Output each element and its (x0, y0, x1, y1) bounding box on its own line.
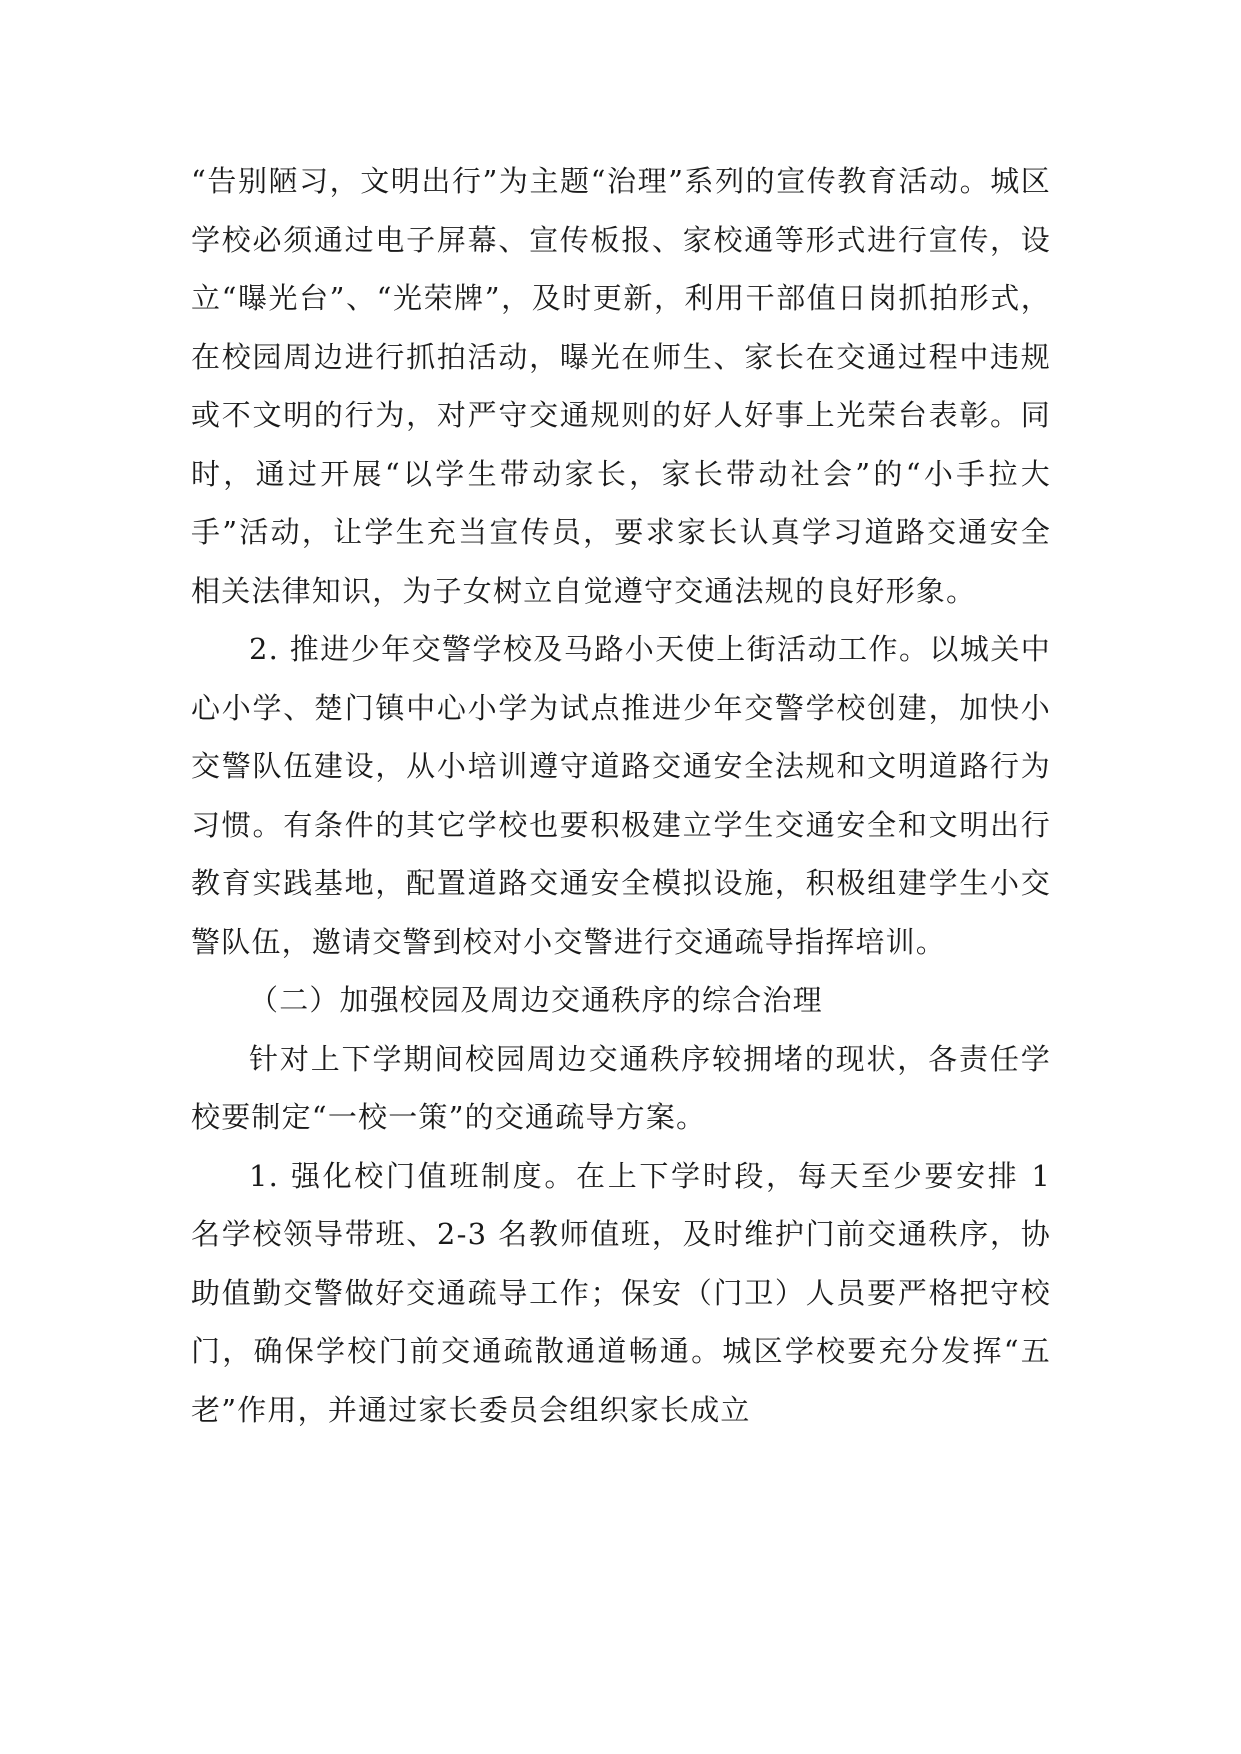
paragraph-publicity-activities: “告别陋习，文明出行”为主题“治理”系列的宣传教育活动。城区学校必须通过电子屏幕、宣传板报、家校通等形式进行宣传，设立“曝光台”、“光荣牌”，及时更新，利用干部值日岗抓拍形式，在校园周边进行抓拍活动，曝光在师生、家长在交通过程中违规或不文明的行为，对严守交通规则的好人好事上光荣台表彰。同时，通过开展“以学生带动家长，家长带动社会”的“小手拉大手”活动，让学生充当宣传员，要求家长认真学习道路交通安全相关法律知识，为子女树立自觉遵守交通法规的良好形象。 (191, 164, 1051, 608)
section-heading-traffic-order: （二）加强校园及周边交通秩序的综合治理 (249, 983, 823, 1017)
paragraph-one-school-one-plan: 针对上下学期间校园周边交通秩序较拥堵的现状，各责任学校要制定“一校一策”的交通疏导方案。 (191, 1041, 1051, 1134)
paragraph-gate-duty-system: 1. 强化校门值班制度。在上下学时段，每天至少要安排 1 名学校领导带班、2-3 名教师值班，及时维护门前交通秩序，协助值勤交警做好交通疏导工作；保安（门卫）人员要严格把守校门，确保学校门前交通疏散通道畅通。城区学校要充分发挥“五老”作用，并通过家长委员会组织家长成立 (191, 1158, 1051, 1427)
paragraph-junior-traffic-police: 2. 推进少年交警学校及马路小天使上街活动工作。以城关中心小学、楚门镇中心小学为试点推进少年交警学校创建，加快小交警队伍建设，从小培训遵守道路交通安全法规和文明道路行为习惯。有条件的其它学校也要积极建立学生交通安全和文明出行教育实践基地，配置道路交通安全模拟设施，积极组建学生小交警队伍，邀请交警到校对小交警进行交通疏导指挥培训。 (191, 632, 1051, 959)
document-body (191, 152, 1051, 1439)
